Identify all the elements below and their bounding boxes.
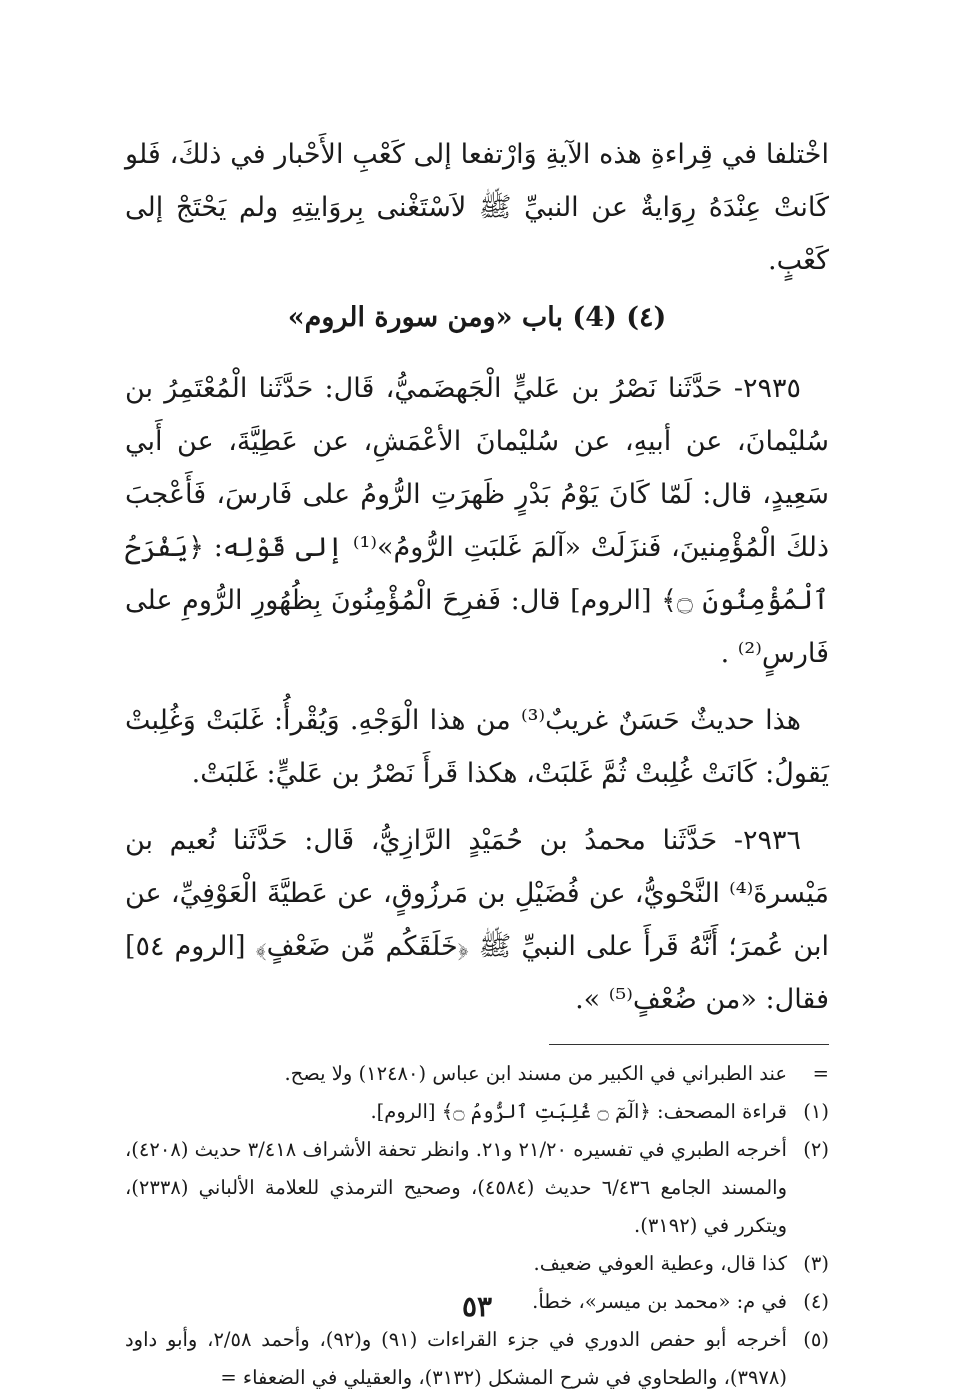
footnote-number: (١) (803, 1100, 829, 1123)
footnote-item (125, 1245, 829, 1283)
footnote-text: عند الطبراني في الكبير من مسند ابن عباس (١٢٤٨٠) ولا يصح. (284, 1062, 787, 1085)
footnote-number: (٣) (803, 1252, 829, 1275)
footnote-text: أخرجه الطبري في تفسيره ٢١/٢٠ و٢١. وانظر تحفة الأشراف ٣/٤١٨ حديث (٤٢٠٨)، والمسند الجامع ٦/٤٣٦ حديث (٤٥٨٤)، وصحيح الترمذي للعلامة الألباني (٢٣٣٨)، ويتكرر في (٣١٩٢). (125, 1138, 787, 1237)
paragraph-1: اخْتلفا في قِراءةِ هذه الآيةِ وَارْتفعا إلى كَعْبِ الأَحْبار في ذلكَ، فَلو كَانتْ عِنْدَهُ رِوَايةٌ عن النبيِّ ﷺ لاَسْتَغْنى بِروَايتِهِ ولم يَحْتَجْ إلى كَعْبٍ. (125, 139, 829, 276)
footnote-divider (549, 1044, 829, 1045)
footnotes (125, 1055, 829, 1397)
footnote-number: (٥) (803, 1328, 829, 1351)
hadith-2936: ٢٩٣٦- حَدَّثَنا محمدُ بن حُمَيْدٍ الرَّازِيُّ، قَال: حَدَّثَنا نُعيم بن مَيْسرةَ⁽⁴⁾ النَّحْويُّ، عن فُضَيْلِ بن مَرزُوقٍ، عن عَطيَّةَ الْعَوْفِيِّ، عن ابن عُمرَ؛ أَنَّهُ قَرأَ على النبيِّ ﷺ ﴿خَلَقَكُم مِّن ضَعْفٍ﴾ [الروم ٥٤] فقال: «من ضُعْفٍ⁽⁵⁾ ». (125, 825, 829, 1015)
chapter-heading: (٤) (4) باب «ومن سورة الروم» (287, 302, 667, 333)
main-text (125, 128, 829, 1026)
footnote-number: (٤) (803, 1290, 829, 1313)
footnote-text: قراءة المصحف: ﴿الٓمٓ ۝ غُلِبَتِ ٱلرُّومُ ۝﴾ [الروم]. (370, 1100, 787, 1123)
footnote-text: في م: «محمد بن ميسر»، خطأ. (532, 1290, 787, 1313)
footnote-item (125, 1093, 829, 1131)
footnote-number: = (812, 1062, 829, 1085)
footnote-item (125, 1131, 829, 1245)
hadith-2935: ٢٩٣٥- حَدَّثَنا نَصْرُ بن عَليٍّ الْجَهضَميُّ، قَال: حَدَّثَنا الْمُعْتَمِرُ بن سُليْمانَ، عن أبيهِ، عن سُليْمانَ الأعْمَشِ، عن عَطِيَّةَ، عن أَبي سَعِيدٍ، قال: لَمّا كَانَ يَوْمُ بَدْرٍ ظَهرَتِ الرُّومُ على فَارسَ، فَأَعْجبَ ذلكَ الْمُؤْمِنينَ، فَنزَلَتْ «آلمَ غَلبَتِ الرُّومُ»⁽¹⁾ إلى قَوْلِه: ﴿يَفْرَحُ ٱلْمُؤْمِنُونَ ۝﴾ [الروم] قال: فَفرِحَ الْمُؤْمِنُونَ بِظُهُورِ الرُّومِ على فَارسٍ⁽²⁾ . (125, 373, 829, 669)
page-body (125, 128, 829, 1397)
footnote-text: أخرجه أبو حفص الدوري في جزء القراءات (٩١) و(٩٢)، وأحمد ٢/٥٨، وأبو داود (٣٩٧٨)، والطحاوي في شرح المشكل (٣١٣٢)، والعقيلي في الضعفاء = (125, 1328, 787, 1389)
footnote-item (125, 1321, 829, 1397)
paragraph-commentary: هذا حديثٌ حَسَنٌ غريبٌ⁽³⁾ من هذا الْوَجْهِ. وَيُقْرأُ: غَلبَتْ وَغُلِبتْ يَقولُ: كَانَتْ غُلِبتْ ثُمَّ غَلبَتْ، هكذا قَرأَ نَصْرُ بن عَليٍّ: غَلبَتْ. (125, 705, 829, 789)
page-number: ٥٣ (461, 1290, 493, 1323)
footnote-text: كذا قال، وعطية العوفي ضعيف. (533, 1252, 787, 1275)
footnote-item (125, 1055, 829, 1093)
footnote-number: (٢) (803, 1138, 829, 1161)
